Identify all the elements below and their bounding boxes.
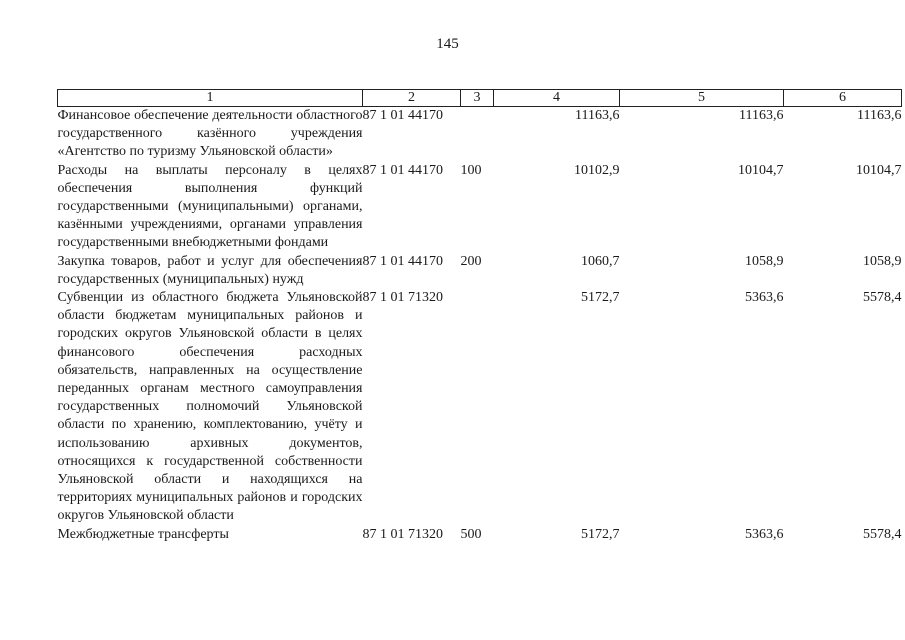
row-value-col6: 5578,4 xyxy=(863,526,902,542)
header-col-4: 4 xyxy=(494,90,620,107)
header-row xyxy=(58,90,902,107)
table-row xyxy=(58,289,902,526)
row-value-col6: 5578,4 xyxy=(863,290,902,306)
table-row xyxy=(58,526,902,544)
row-value-col6: 11163,6 xyxy=(857,108,902,123)
row-value-col5: 10104,7 xyxy=(738,162,784,178)
row-value-col4: 1060,7 xyxy=(581,253,620,269)
row-value-col6: 1058,9 xyxy=(863,253,902,269)
row-expense-type xyxy=(461,289,494,526)
row-expense-type: 200 xyxy=(460,253,482,269)
row-value-col5: 5363,6 xyxy=(745,290,784,306)
table-row xyxy=(58,253,902,289)
row-description: Финансовое обеспечение деятельности областного государственного казённого учреждения «Агентство по туризму Ульяновской области» xyxy=(57,108,363,160)
row-value-col5: 1058,9 xyxy=(745,253,784,269)
row-value-col4: 11163,6 xyxy=(575,108,620,123)
row-code: 87 1 01 71320 xyxy=(362,290,443,306)
row-description: Расходы на выплаты персоналу в целях обеспечения выполнения функций государственными (муниципальными) органами, казёнными учреждениями, органами управления государственными внебюджетными фондами xyxy=(57,162,363,251)
row-value-col4: 5172,7 xyxy=(581,526,620,542)
row-code: 87 1 01 44170 xyxy=(362,108,443,123)
row-expense-type: 500 xyxy=(460,526,482,542)
header-col-5: 5 xyxy=(620,90,784,107)
header-col-2: 2 xyxy=(363,90,461,107)
row-value-col4: 5172,7 xyxy=(581,290,620,306)
row-value-col5: 5363,6 xyxy=(745,526,784,542)
header-col-1: 1 xyxy=(58,90,363,107)
header-col-3: 3 xyxy=(461,90,494,107)
row-expense-type: 100 xyxy=(460,162,482,178)
header-col-6: 6 xyxy=(784,90,902,107)
row-expense-type xyxy=(461,107,494,162)
row-value-col6: 10104,7 xyxy=(856,162,902,178)
row-description: Субвенции из областного бюджета Ульяновской области бюджетам муниципальных районов и городских округов Ульяновской области в целях финансового обеспечения расходных обязательств, направленных на осуществление переданных органам местного самоуправления государственных полномочий Ульяновской области по хранению, комплектованию, учёту и использованию архивных документов, относящихся к государственной собственности Ульяновской области и находящихся на территориях муниципальных районов и городских округов Ульяновской области xyxy=(57,290,363,524)
row-description: Закупка товаров, работ и услуг для обеспечения государственных (муниципальных) нужд xyxy=(57,253,363,287)
row-value-col4: 10102,9 xyxy=(574,162,620,178)
row-description: Межбюджетные трансферты xyxy=(57,526,229,542)
page-number: 145 xyxy=(436,36,459,52)
table-row xyxy=(58,162,902,253)
row-code: 87 1 01 44170 xyxy=(362,162,443,178)
budget-table xyxy=(57,89,902,544)
table-row xyxy=(58,107,902,162)
row-code: 87 1 01 44170 xyxy=(362,253,443,269)
row-value-col5: 11163,6 xyxy=(739,108,784,123)
row-code: 87 1 01 71320 xyxy=(362,526,443,542)
